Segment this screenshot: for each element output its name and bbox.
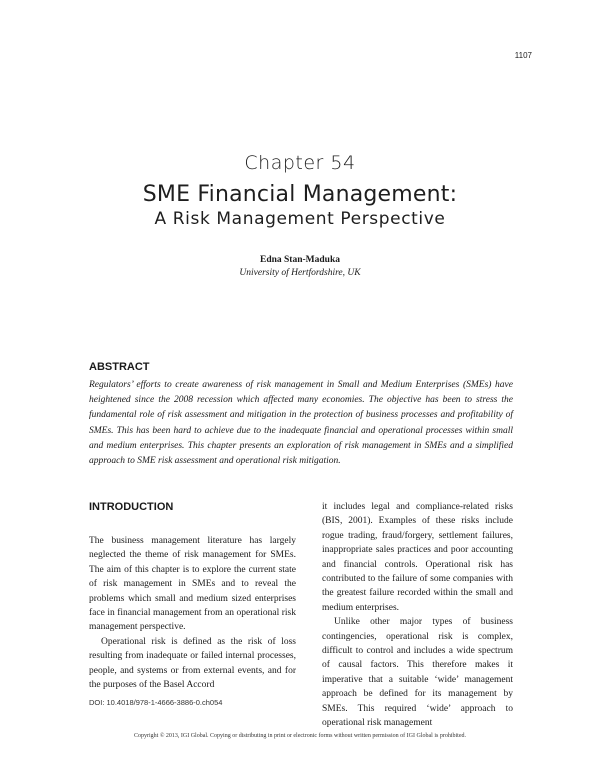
author-affiliation: University of Hertfordshire, UK bbox=[239, 268, 361, 278]
right-column bbox=[322, 500, 513, 731]
intro-paragraph: The business management literature has largely neglected the theme of risk management for SMEs. The aim of this chapter is to explore the current state of risk management in SMEs and to reveal the problems which small and medium sized enterprises face in financial management from an operational risk management perspective. bbox=[89, 536, 296, 633]
abstract-text: Regulators’ efforts to create awareness of risk management in Small and Medium Enterprises (SMEs) have heightened since the 2008 recession which affected many economies. The objective has been to stress the fundamental role of risk assessment and mitigation in the protection of business processes and profitability of SMEs. This has been hard to achieve due to the inadequate financial and operational processes within small and medium enterprises. This chapter presents an exploration of risk management in SMEs and a simplified approach to SME risk assessment and operational risk mitigation. bbox=[89, 380, 513, 467]
chapter-label: Chapter 54 bbox=[244, 152, 356, 174]
intro-paragraph: Unlike other major types of business contingencies, operational risk is complex, difficult to control and includes a wide spectrum of causal factors. This therefore makes it imperative that a suitable ‘wide’ management approach be defined for its management by SMEs. This required ‘wide’ approach to operational risk management bbox=[322, 617, 513, 729]
left-column bbox=[89, 500, 296, 692]
intro-paragraph: Operational risk is defined as the risk of loss resulting from inadequate or failed internal processes, people, and systems or from external events, and for the purposes of the Basel Accord bbox=[89, 636, 296, 691]
copyright-notice: Copyright © 2013, IGI Global. Copying or distributing in print or electronic forms without written permission of IGI Global is prohibited. bbox=[133, 733, 466, 739]
abstract-heading: ABSTRACT bbox=[89, 361, 150, 373]
author-name: Edna Stan-Maduka bbox=[260, 255, 340, 265]
doi: DOI: 10.4018/978-1-4666-3886-0.ch054 bbox=[89, 698, 223, 707]
page-number: 1107 bbox=[514, 51, 532, 60]
chapter-subtitle: A Risk Management Perspective bbox=[154, 209, 446, 229]
intro-paragraph: it includes legal and compliance-related risks (BIS, 2001). Examples of these risks include rogue trading, fraud/forgery, settlement failures, inappropriate sales practices and poor accounting and financial controls. Operational risk has contributed to the failure of some companies with the greatest failure recorded within the small and medium enterprises. bbox=[322, 502, 513, 613]
chapter-title: SME Financial Management: bbox=[142, 182, 458, 207]
introduction-heading: INTRODUCTION bbox=[89, 501, 174, 513]
